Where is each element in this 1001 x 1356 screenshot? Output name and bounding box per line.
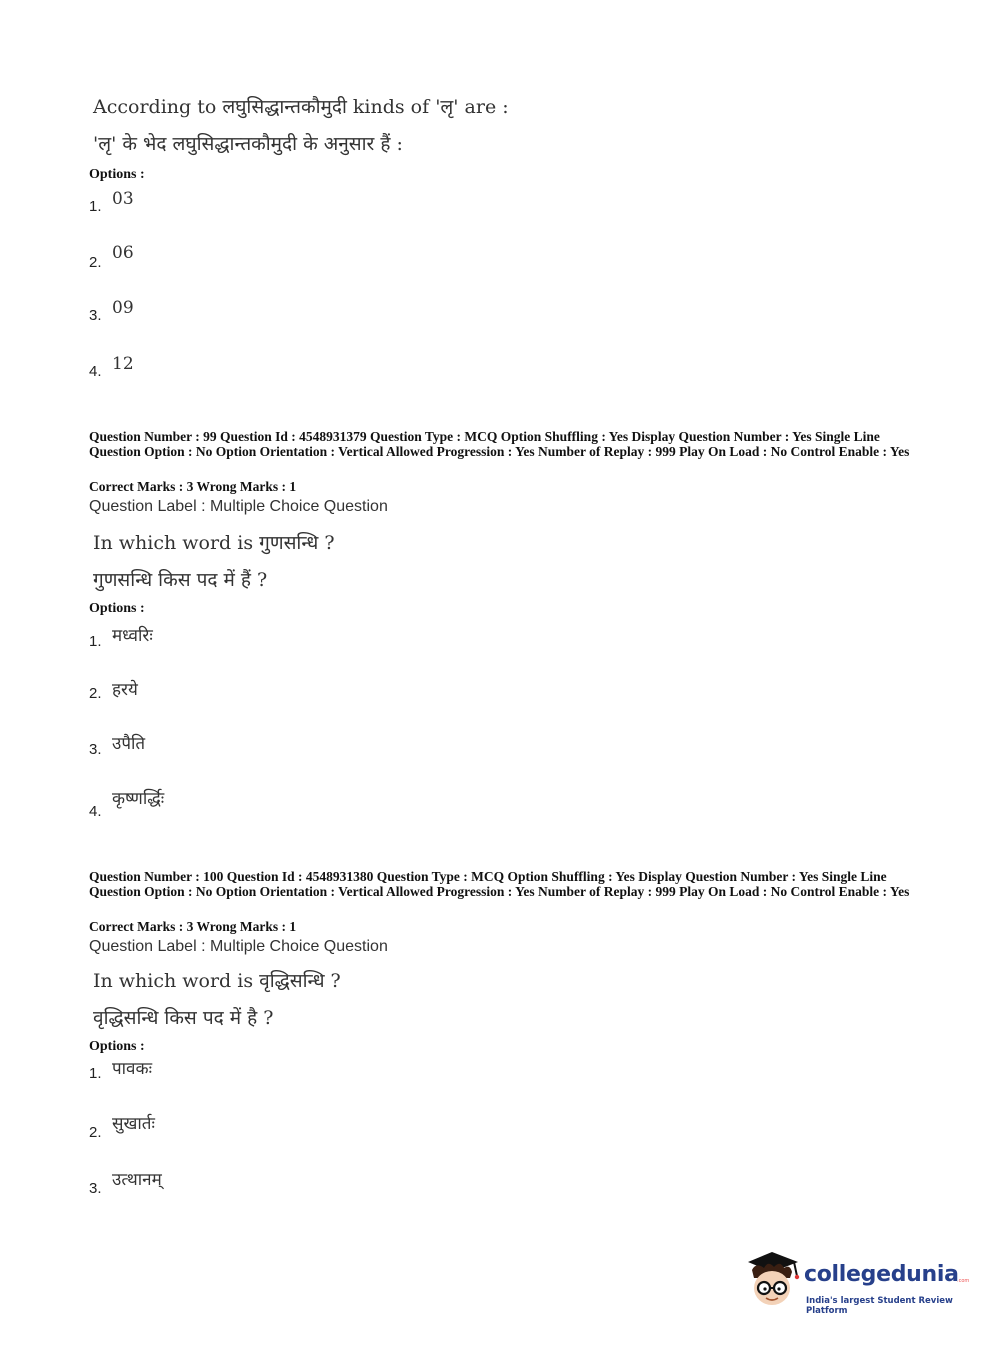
question-label: Question Label : Multiple Choice Question bbox=[89, 498, 388, 515]
student-mascot-icon bbox=[742, 1248, 804, 1312]
question-text-en: According to लघुसिद्धान्तकौमुदी kinds of 'लृ' are : bbox=[93, 96, 509, 118]
options-heading: Options : bbox=[89, 1039, 145, 1054]
question-meta: Question Number : 100 Question Id : 4548931380 Question Type : MCQ Option Shuffling : Yes Display Question Number : Yes Single Line Question Option : No Option Orientation : Vertical Allowed Progression : Yes Number of Replay : 999 Play On Load : No Control Enable : Yes bbox=[89, 869, 910, 899]
option-number: 4. bbox=[89, 803, 102, 820]
collegedunia-logo bbox=[742, 1248, 972, 1316]
question-marks: Correct Marks : 3 Wrong Marks : 1 bbox=[89, 479, 297, 494]
question-meta: Question Number : 99 Question Id : 4548931379 Question Type : MCQ Option Shuffling : Yes Display Question Number : Yes Single Line Question Option : No Option Orientation : Vertical Allowed Progression : Yes Number of Replay : 999 Play On Load : No Control Enable : Yes bbox=[89, 429, 910, 459]
option-text: उत्थानम् bbox=[112, 1170, 162, 1190]
question-text-hi: वृद्धिसन्धि किस पद में है ? bbox=[93, 1007, 274, 1029]
question-label: Question Label : Multiple Choice Question bbox=[89, 938, 388, 955]
option-text: कृष्णर्द्धिः bbox=[112, 789, 165, 809]
option-text: पावकः bbox=[112, 1059, 153, 1079]
question-text-en: In which word is गुणसन्धि ? bbox=[93, 532, 335, 554]
option-number: 3. bbox=[89, 307, 102, 324]
option-text: 03 bbox=[112, 189, 134, 209]
option-number: 3. bbox=[89, 1180, 102, 1197]
options-heading: Options : bbox=[89, 167, 145, 182]
option-number: 1. bbox=[89, 198, 102, 215]
question-marks: Correct Marks : 3 Wrong Marks : 1 bbox=[89, 919, 297, 934]
question-text-hi: गुणसन्धि किस पद में हैं ? bbox=[93, 569, 268, 591]
option-text: मध्वरिः bbox=[112, 626, 153, 646]
option-text: 09 bbox=[112, 298, 134, 318]
option-number: 3. bbox=[89, 741, 102, 758]
logo-tagline: India's largest Student Review Platform bbox=[806, 1296, 953, 1316]
option-text: उपैति bbox=[112, 734, 146, 754]
option-number: 2. bbox=[89, 1124, 102, 1141]
logo-domain: .com bbox=[957, 1278, 970, 1284]
option-text: 06 bbox=[112, 243, 134, 263]
option-text: 12 bbox=[112, 354, 134, 374]
question-text-en: In which word is वृद्धिसन्धि ? bbox=[93, 970, 341, 992]
option-text: हरये bbox=[112, 680, 138, 700]
option-number: 1. bbox=[89, 1065, 102, 1082]
option-text: सुखार्तः bbox=[112, 1114, 155, 1134]
option-number: 4. bbox=[89, 363, 102, 380]
question-text-hi: 'लृ' के भेद लघुसिद्धान्तकौमुदी के अनुसार हैं : bbox=[93, 133, 403, 155]
option-number: 1. bbox=[89, 633, 102, 650]
logo-wordmark: collegedunia bbox=[804, 1262, 959, 1287]
option-number: 2. bbox=[89, 254, 102, 271]
option-number: 2. bbox=[89, 685, 102, 702]
options-heading: Options : bbox=[89, 601, 145, 616]
